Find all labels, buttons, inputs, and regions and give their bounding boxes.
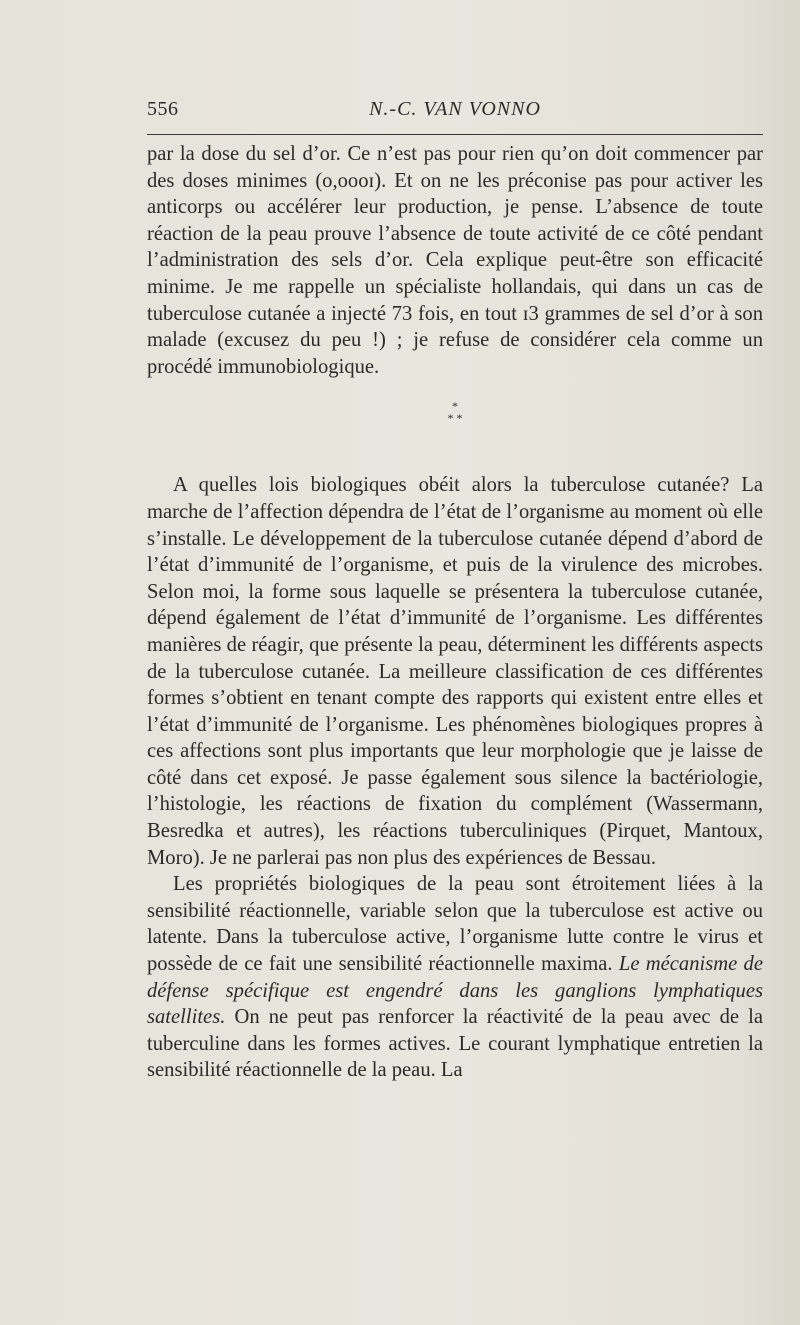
paragraph-3-italic: Le mécanisme de défense spécifique est engendré dans les ganglions lymphatiques satellites. [147, 953, 763, 1029]
asterism-bottom: * * [447, 411, 463, 426]
page-header [147, 98, 763, 128]
asterism [147, 400, 763, 424]
page-number: 556 [147, 98, 179, 120]
header-rule [147, 134, 763, 135]
section-break [147, 380, 763, 472]
paragraph-3-start: Les propriétés biologiques de la peau sont étroitement liées à la sensibilité réactionnelle, variable selon que la tuberculose est active ou latente. Dans la tuberculose active, l’organisme lutte contre le virus et possède de ce fait une sensibilité réactionnelle maxima. [147, 873, 763, 976]
paragraph-3 [147, 871, 763, 1084]
running-head: N.-C. VAN VONNO [369, 98, 541, 120]
paragraph-2: A quelles lois biologiques obéit alors la tuberculose cutanée? La marche de l’affection dépendra de l’état de l’organisme au moment où elle s’installe. Le développement de la tuberculose cutanée dépend d’abord de l’état d’immunité de l’organisme, et puis de la virulence des microbes. Selon moi, la forme sous laquelle se présentera la tuberculose cutanée, dépend également de l’état d’immunité de l’organisme. Les différentes manières de réagir, que présente la peau, déterminent les différents aspects de la tuberculose cutanée. La meilleure classification de ces différentes formes s’obtient en tenant compte des rapports qui existent entre elles et l’état d’immunité de l’organisme. Les phénomènes biologiques propres à ces affections sont plus importants que leur morphologie que je laisse de côté dans cet exposé. Je passe également sous silence la bactériologie, l’histologie, les réactions de fixation du complément (Wassermann, Besredka et autres), les réactions tuberculiniques (Pirquet, Mantoux, Moro). Je ne parlerai pas non plus des expériences de Bessau. [147, 474, 763, 869]
asterism-top: * [452, 399, 458, 414]
paragraph-3-end: On ne peut pas renforcer la réactivité de la peau avec de la tuberculine dans les formes actives. Le courant lymphatique entretien la sensibilité réactionnelle de la peau. La [147, 1006, 763, 1082]
body-text [147, 141, 763, 1084]
paragraph-1: par la dose du sel d’or. Ce n’est pas pour rien qu’on doit commencer par des doses minimes (o,oooɪ). Et on ne les préconise pas pour activer les anticorps ou accélérer leur production, je pense. L’absence de toute réaction de la peau prouve l’absence de toute activité de ce côté pendant l’administration des sels d’or. Cela explique peut-être son efficacité minime. Je me rappelle un spécialiste hollandais, qui dans un cas de tuberculose cutanée a injecté 73 fois, en tout ɪ3 grammes de sel d’or à son malade (excusez du peu !) ; je refuse de considérer cela comme un procédé immunobiologique. [147, 143, 763, 378]
